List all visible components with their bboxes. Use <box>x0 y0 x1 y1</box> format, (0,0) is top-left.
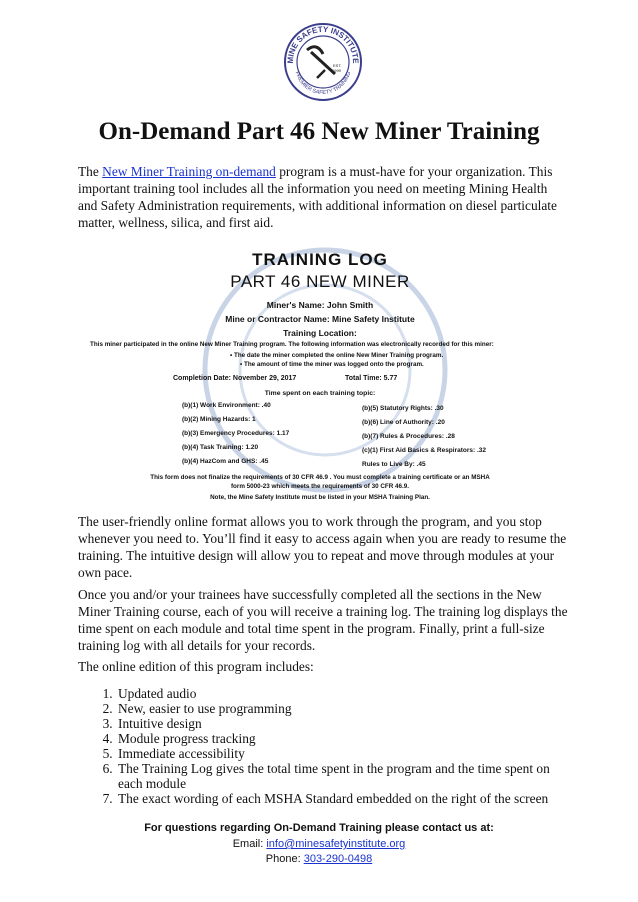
list-item: 6. The Training Log gives the total time spent in the program and the time spent on each module <box>116 761 568 791</box>
log-time-heading: Time spent on each training topic: <box>264 390 376 397</box>
log-participation-text: This miner participated in the online New Miner Training program. The following information was electronically recorded for this miner: <box>90 341 494 348</box>
log-plan-note: Note, the Mine Safety Institute must be listed in your MSHA Training Plan. <box>210 494 430 501</box>
features-list <box>78 686 568 806</box>
log-left-item: (b)(2) Mining Hazards: 1 <box>182 416 256 423</box>
log-right-item: (b)(5) Statutory Rights: .30 <box>362 405 444 412</box>
log-completion-date: Completion Date: November 29, 2017 <box>173 375 297 382</box>
list-item: 1. Updated audio <box>116 686 568 701</box>
log-right-item: (b)(6) Line of Authority: .20 <box>362 419 445 426</box>
log-right-item: (c)(1) First Aid Basics & Respirators: .32 <box>362 447 487 454</box>
list-item: 5. Immediate accessibility <box>116 746 568 761</box>
email-link[interactable]: info@minesafetyinstitute.org <box>266 838 406 850</box>
log-subtitle: PART 46 NEW MINER <box>230 272 410 291</box>
log-title: TRAINING LOG <box>252 250 388 269</box>
training-log-paragraph: Once you and/or your trainees have successfully completed all the sections in the New Miner Training course, each of you will receive a training log. The training log displays the time spent on each module and total time spent in the program. Finally, print a full-size training log with all details for your records. <box>78 587 568 653</box>
svg-text:EST.: EST. <box>333 63 342 68</box>
format-paragraph: The user-friendly online format allows you to work through the program, and you stop whenever you need to. You’ll find it easy to access again when you are ready to resume the training. The intuitive design will allow you to repeat and move through modules at your own pace. <box>78 514 567 580</box>
svg-text:1999: 1999 <box>332 68 341 73</box>
includes-paragraph: The online edition of this program includes: <box>78 659 314 674</box>
log-left-item: (b)(4) HazCom and GHS: .45 <box>182 458 269 465</box>
log-form-note-1: This form does not finalize the requirements of 30 CFR 46.9 . You must complete a training certificate or an MSHA <box>150 474 490 481</box>
page-title: On-Demand Part 46 New Miner Training <box>98 118 540 145</box>
log-left-item: (b)(3) Emergency Procedures: 1.17 <box>182 430 290 437</box>
svg-text:MINE SAFETY INSTITUTE: MINE SAFETY INSTITUTE <box>285 24 361 64</box>
intro-paragraph: The New Miner Training on-demand program is a must-have for your organization. This important training tool includes all the information you need on meeting Mining Health and Safety Administration requirements, with additional information on diesel particulate matter, wellness, silica, and first aid. <box>78 164 557 230</box>
log-right-item: (b)(7) Rules & Procedures: .28 <box>362 433 455 440</box>
svg-text:PREMIER SAFETY TRAINING: PREMIER SAFETY TRAINING <box>293 70 353 97</box>
log-left-item: (b)(1) Work Environment: .40 <box>182 402 271 409</box>
footer-heading: For questions regarding On-Demand Training please contact us at: <box>144 822 494 834</box>
new-miner-training-link[interactable]: New Miner Training on-demand <box>102 164 276 179</box>
log-form-note-2: form 5000-23 which meets the requirements of 30 CFR 46.9. <box>230 483 410 490</box>
log-contractor-name: Mine or Contractor Name: Mine Safety Institute <box>225 314 415 324</box>
footer-phone: Phone: 303-290-0498 <box>265 853 373 865</box>
log-left-item: (b)(4) Task Training: 1.20 <box>182 444 259 451</box>
phone-link[interactable]: 303-290-0498 <box>303 853 373 865</box>
mine-safety-institute-logo <box>283 22 363 102</box>
list-item: 2. New, easier to use programming <box>116 701 568 716</box>
footer-email: Email: info@minesafetyinstitute.org <box>232 838 406 850</box>
list-item: 3. Intuitive design <box>116 716 568 731</box>
log-bullet-1: • The date the miner completed the online New Miner Training program. <box>230 352 444 359</box>
log-total-time: Total Time: 5.77 <box>345 375 398 382</box>
log-bullet-2: • The amount of time the miner was logged onto the program. <box>240 361 424 368</box>
list-item: 4. Module progress tracking <box>116 731 568 746</box>
list-item: 7. The exact wording of each MSHA Standard embedded on the right of the screen <box>116 791 568 806</box>
training-log-image <box>90 240 540 501</box>
log-right-item: Rules to Live By: .45 <box>362 461 426 468</box>
log-training-location: Training Location: <box>283 328 357 338</box>
log-miner-name: Miner's Name: John Smith <box>266 300 374 310</box>
